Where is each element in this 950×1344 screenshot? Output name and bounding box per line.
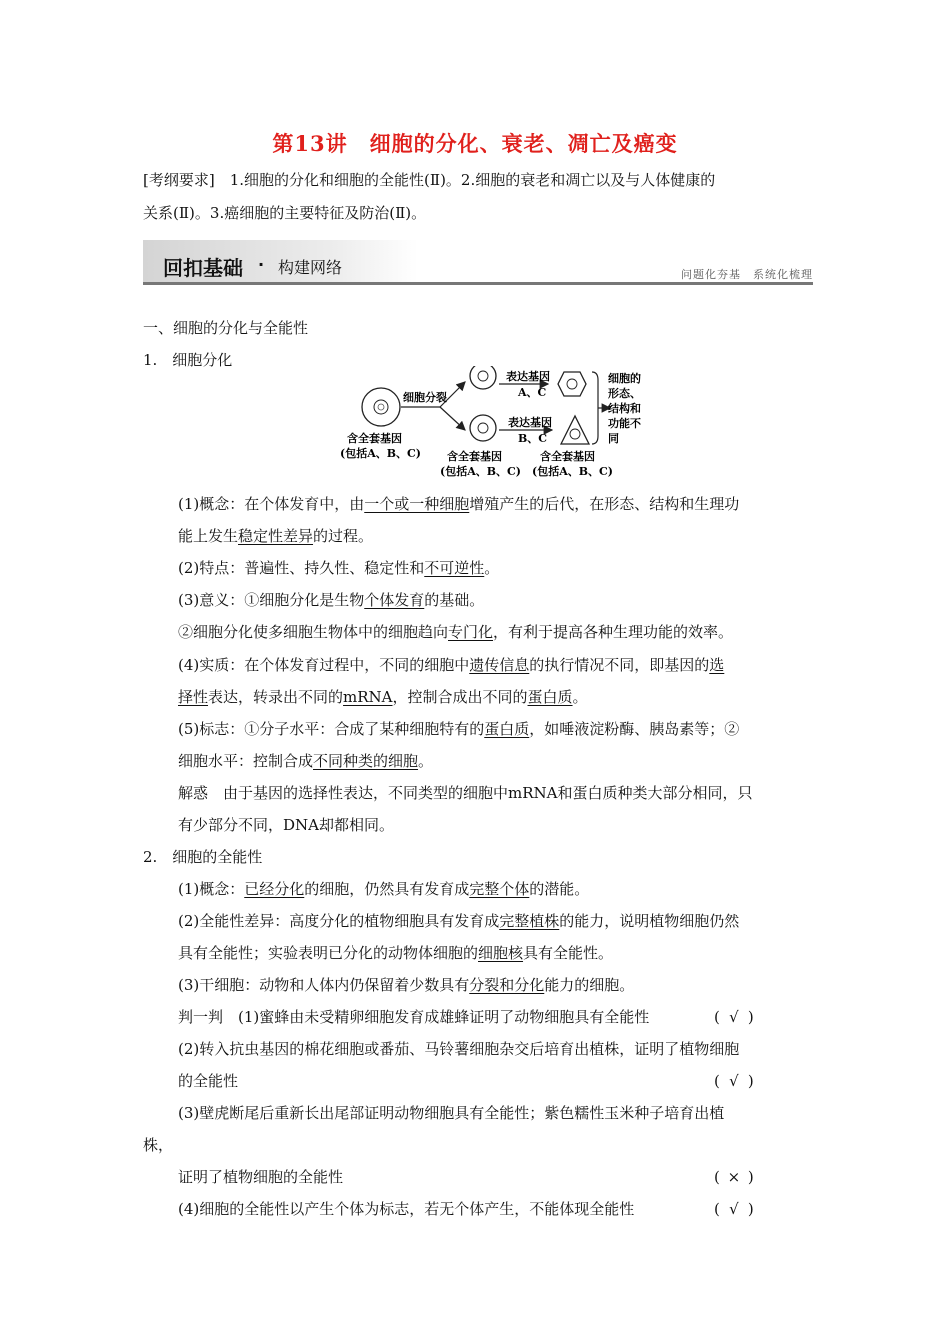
judge-item-3c: 证明了植物细胞的全能性 [178, 1168, 344, 1186]
judge-item-3b: 株， [143, 1136, 174, 1154]
item1-heading: 1. 细胞分化 [143, 351, 233, 369]
judge-mark-3: ( × ) [714, 1168, 754, 1186]
result-line3: 结构和 [608, 402, 641, 415]
answer-blank: 择性 [178, 688, 209, 706]
judge-item-1: 判一判 (1)蜜蜂由未受精卵细胞发育成雄蜂证明了动物细胞具有全能性 [178, 1008, 650, 1026]
judge-item-4: (4)细胞的全能性以产生个体为标志，若无个体产生，不能体现全能性 [178, 1200, 635, 1218]
banner-dot: · [258, 255, 265, 274]
hexagon-cell [558, 372, 586, 396]
check-icon: √ [729, 1200, 739, 1218]
banner-rule [143, 282, 813, 285]
totipotency-diff-line2: 具有全能性；实验表明已分化的动物体细胞的细胞核具有全能性。 [178, 944, 614, 962]
caption-right-2: (包括A、B、C) [532, 465, 613, 478]
result-bracket [592, 372, 598, 444]
judge-mark-2: ( √ ) [714, 1072, 754, 1090]
answer-blank: 不同种类的细胞 [313, 752, 419, 770]
parent-cell [362, 388, 400, 426]
caption-mid-1: 含全套基因 [447, 450, 502, 463]
answer-blank: 蛋白质 [527, 688, 573, 706]
triangle-cell [561, 416, 589, 444]
judge-mark-4: ( √ ) [714, 1200, 754, 1218]
caption-left-2: (包括A、B、C) [340, 447, 421, 460]
result-line1: 细胞的 [608, 372, 641, 385]
section-banner [143, 240, 813, 286]
expr-top-genes: A、C [518, 386, 547, 399]
answer-blank: 已经分化 [244, 880, 305, 898]
page-title: 第13讲 细胞的分化、衰老、凋亡及癌变 [272, 131, 678, 156]
clarify-line1: 解惑 由于基因的选择性表达，不同类型的细胞中mRNA和蛋白质种类大部分相同，只 [178, 784, 753, 802]
answer-blank: 专门化 [448, 623, 494, 641]
marker-line2: 细胞水平：控制合成不同种类的细胞。 [178, 752, 434, 770]
answer-blank: 选 [709, 656, 725, 674]
answer-blank: 完整植株 [499, 912, 560, 930]
caption-mid-2: (包括A、B、C) [440, 465, 521, 478]
expr-bottom-label: 表达基因 [508, 416, 552, 429]
division-label: 细胞分裂 [403, 391, 447, 404]
banner-subtitle: 构建网络 [278, 258, 343, 277]
essence-line1: (4)实质：在个体发育过程中，不同的细胞中遗传信息的执行情况不同，即基因的选 [178, 656, 725, 674]
significance-line1: (3)意义：①细胞分化是生物个体发育的基础。 [178, 591, 485, 609]
concept-line1: (1)概念：在个体发育中，由一个或一种细胞增殖产生的后代，在形态、结构和生理功 [178, 495, 740, 513]
check-icon: √ [729, 1072, 739, 1090]
requirements-line2: 关系(Ⅱ)。3.癌细胞的主要特征及防治(Ⅱ)。 [143, 204, 427, 222]
concept-line2: 能上发生稳定性差异的过程。 [178, 527, 374, 545]
expr-bottom-genes: B、C [518, 432, 548, 445]
answer-blank: 蛋白质 [484, 720, 530, 738]
expr-top-label: 表达基因 [506, 370, 550, 383]
daughter-cell-top [470, 366, 496, 389]
banner-title: 回扣基础 [163, 256, 243, 280]
caption-right-1: 含全套基因 [540, 450, 595, 463]
item2-heading: 2. 细胞的全能性 [143, 848, 263, 866]
answer-blank: 遗传信息 [469, 656, 530, 674]
stem-cell-line: (3)干细胞：动物和人体内仍保留着少数具有分裂和分化能力的细胞。 [178, 976, 635, 994]
cross-icon: × [727, 1168, 741, 1186]
answer-blank: 一个或一种细胞 [364, 495, 470, 513]
section-heading: 一、细胞的分化与全能性 [143, 319, 309, 337]
requirements-line1: [考纲要求] 1.细胞的分化和细胞的全能性(Ⅱ)。2.细胞的衰老和凋亡以及与人体健康的 [143, 171, 716, 189]
answer-blank: 稳定性差异 [238, 527, 314, 545]
totipotency-concept: (1)概念：已经分化的细胞，仍然具有发育成完整个体的潜能。 [178, 880, 590, 898]
judge-item-3: (3)壁虎断尾后重新长出尾部证明动物细胞具有全能性；紫色糯性玉米种子培育出植 [178, 1104, 725, 1122]
judge-mark-1: ( √ ) [714, 1008, 754, 1026]
totipotency-diff-line1: (2)全能性差异：高度分化的植物细胞具有发育成完整植株的能力，说明植物细胞仍然 [178, 912, 740, 930]
caption-left-1: 含全套基因 [347, 432, 402, 445]
essence-line2: 择性表达，转录出不同的mRNA，控制合成出不同的蛋白质。 [178, 688, 588, 706]
features-line: (2)特点：普遍性、持久性、稳定性和不可逆性。 [178, 559, 500, 577]
marker-line1: (5)标志：①分子水平：合成了某种细胞特有的蛋白质，如唾液淀粉酶、胰岛素等；② [178, 720, 740, 738]
result-line5: 同 [608, 432, 619, 445]
banner-tagline: 问题化夯基 系统化梳理 [681, 268, 813, 281]
cell-differentiation-diagram [330, 366, 660, 482]
answer-blank: 不可逆性 [424, 559, 485, 577]
clarify-line2: 有少部分不同，DNA却都相同。 [178, 816, 394, 834]
answer-blank: 细胞核 [478, 944, 524, 962]
result-line2: 形态、 [608, 387, 641, 400]
answer-blank: 完整个体 [469, 880, 530, 898]
daughter-cell-bottom [470, 415, 496, 441]
parent-nucleus [374, 400, 388, 414]
check-icon: √ [729, 1008, 739, 1026]
judge-item-2b: 的全能性 [178, 1072, 239, 1090]
answer-blank: mRNA [343, 688, 393, 706]
answer-blank: 个体发育 [364, 591, 425, 609]
answer-blank: 分裂和分化 [469, 976, 545, 994]
judge-item-2: (2)转入抗虫基因的棉花细胞或番茄、马铃薯细胞杂交后培育出植株，证明了植物细胞 [178, 1040, 740, 1058]
result-line4: 功能不 [608, 417, 641, 430]
significance-line2: ②细胞分化使多细胞生物体中的细胞趋向专门化，有利于提高各种生理功能的效率。 [178, 623, 734, 641]
